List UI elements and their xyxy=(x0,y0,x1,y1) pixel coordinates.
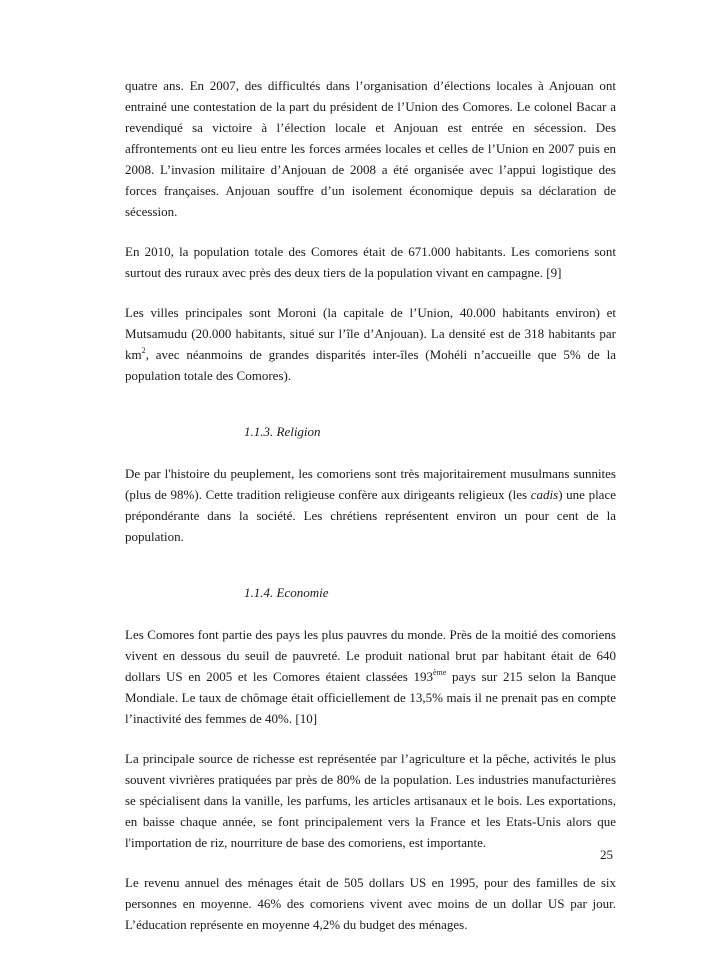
paragraph-economy-poverty xyxy=(125,624,616,729)
section-spacer xyxy=(125,405,616,421)
religion-text-start: De par l'histoire du peuplement, les comoriens sont très majoritairement musulmans sunnites (plus de 98%). Cette tradition religieuse confère aux dirigeants religieux (les xyxy=(125,466,616,502)
page-number: 25 xyxy=(600,847,613,862)
economy-text-end: pays sur 215 selon la Banque Mondiale. Le taux de chômage était officiellement de 13,5% mais il ne prenait pas en compte l’inactivité des femmes de 40%. [10] xyxy=(125,669,616,726)
heading-religion: 1.1.3. Religion xyxy=(244,424,321,439)
religion-text-end: ) une place prépondérante dans la société. Les chrétiens représentent environ un pour cent de la population. xyxy=(125,487,616,544)
paragraph-cities-density xyxy=(125,302,616,386)
density-text-start: Les villes principales sont Moroni (la capitale de l’Union, 40.000 habitants environ) et Mutsamudu (20.000 habitants, situé sur l’île d’Anjouan). La densité est de 318 habitants par km xyxy=(125,305,616,362)
density-superscript: 2 xyxy=(141,346,146,355)
economy-text-start: Les Comores font partie des pays les plus pauvres du monde. Près de la moitié des comoriens vivent en dessous du seuil de pauvreté. Le produit national brut par habitant était de 640 dollars US en 2005 et les Comores étaient classées 193 xyxy=(125,627,616,684)
document-page xyxy=(125,75,616,954)
paragraph-population: En 2010, la population totale des Comores était de 671.000 habitants. Les comoriens sont surtout des ruraux avec près des deux tiers de la population vivant en campagne. [9] xyxy=(125,244,616,280)
rank-superscript: ème xyxy=(432,668,447,677)
paragraph-religion xyxy=(125,463,616,547)
section-spacer xyxy=(125,566,616,582)
paragraph-household-income: Le revenu annuel des ménages était de 505 dollars US en 1995, pour des familles de six personnes en moyenne. 46% des comoriens vivent avec moins de un dollar US par jour. L’éducation représente en moyenne 4,2% du budget des ménages. xyxy=(125,875,616,932)
paragraph-anjouan-secession: quatre ans. En 2007, des difficultés dans l’organisation d’élections locales à Anjouan ont entrainé une contestation de la part du président de l’Union des Comores. Le colonel Bacar a revendiqué sa victoire à l’élection locale et Anjouan est entrée en sécession. Des affrontements ont eu lieu entre les forces armées locales et celles de l’Union en 2007 puis en 2008. L’invasion militaire d’Anjouan de 2008 a été organisée avec l’appui logistique des forces françaises. Anjouan souffre d’un isolement économique depuis sa déclaration de sécession. xyxy=(125,78,616,219)
religion-italic-term: cadis xyxy=(530,487,559,502)
paragraph-economy-resources: La principale source de richesse est représentée par l’agriculture et la pêche, activités le plus souvent vivrières pratiquées par près de 80% de la population. Les industries manufacturières se spécialisent dans la vanille, les parfums, les articles artisanaux et le bois. Les exportations, en baisse chaque année, se font principalement vers la France et les Etats-Unis alors que l'importation de riz, nourriture de base des comoriens, est importante. xyxy=(125,751,616,850)
density-text-end: , avec néanmoins de grandes disparités inter-îles (Mohéli n’accueille que 5% de la population totale des Comores). xyxy=(125,347,616,383)
heading-economie: 1.1.4. Economie xyxy=(244,585,329,600)
